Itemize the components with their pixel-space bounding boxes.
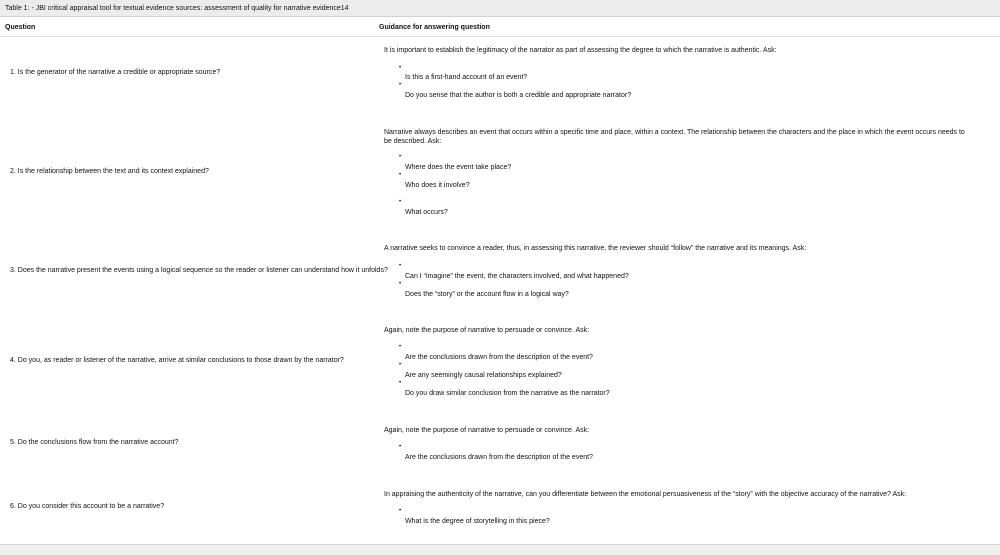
column-header-guidance: Guidance for answering question xyxy=(379,24,490,31)
guidance-item: Are the conclusions drawn from the description of the event? xyxy=(405,454,593,461)
guidance-intro: Again, note the purpose of narrative to persuade or convince. Ask: xyxy=(384,327,590,334)
guidance-intro: Narrative always describes an event that occurs within a specific time and place, within a context. The relationship between the characters and the place in which the event occurs needs to be described. Ask: xyxy=(384,129,965,145)
bullet-icon: • xyxy=(399,154,402,160)
question-cell: 5. Do the conclusions flow from the narrative account? xyxy=(10,439,179,446)
guidance-item: Where does the event take place? xyxy=(405,164,512,171)
bullet-icon: • xyxy=(399,82,402,88)
guidance-item: Who does it involve? xyxy=(405,182,470,189)
header-divider xyxy=(0,36,1000,37)
bullet-icon: • xyxy=(399,65,402,71)
guidance-item: Is this a first-hand account of an event? xyxy=(405,74,528,81)
bullet-icon: • xyxy=(399,380,402,386)
guidance-intro: In appraising the authenticity of the narrative, can you differentiate between the emotional persuasiveness of the “story” with the objective accuracy of the narrative? Ask: xyxy=(384,491,907,498)
guidance-item: Are the conclusions drawn from the description of the event? xyxy=(405,354,593,361)
footer-bar xyxy=(0,544,1000,555)
guidance-item: Do you draw similar conclusion from the narrative as the narrator? xyxy=(405,390,610,397)
question-cell: 1. Is the generator of the narrative a credible or appropriate source? xyxy=(10,69,221,76)
bullet-icon: • xyxy=(399,344,402,350)
bullet-icon: • xyxy=(399,444,402,450)
guidance-item: Do you sense that the author is both a credible and appropriate narrator? xyxy=(405,92,632,99)
guidance-item: Does the “story” or the account flow in a logical way? xyxy=(405,291,569,298)
question-cell: 2. Is the relationship between the text and its context explained? xyxy=(10,168,209,175)
table-caption: Table 1: - JBI critical appraisal tool for textual evidence sources: assessment of quality for narrative evidence14 xyxy=(0,0,1000,17)
bullet-icon: • xyxy=(399,172,402,178)
question-cell: 4. Do you, as reader or listener of the narrative, arrive at similar conclusions to those drawn by the narrator? xyxy=(10,357,344,364)
guidance-intro: Again, note the purpose of narrative to persuade or convince. Ask: xyxy=(384,427,590,434)
bullet-icon: • xyxy=(399,281,402,287)
guidance-intro: It is important to establish the legitimacy of the narrator as part of assessing the degree to which the narrative is authentic. Ask: xyxy=(384,47,777,54)
guidance-item: Are any seemingly causal relationships explained? xyxy=(405,372,562,379)
bullet-icon: • xyxy=(399,508,402,514)
guidance-item: What occurs? xyxy=(405,209,448,216)
bullet-icon: • xyxy=(399,362,402,368)
guidance-item: Can I “imagine” the event, the characters involved, and what happened? xyxy=(405,273,629,280)
question-cell: 6. Do you consider this account to be a narrative? xyxy=(10,503,165,510)
question-cell: 3. Does the narrative present the events using a logical sequence so the reader or listener can understand how it unfolds? xyxy=(10,267,388,274)
guidance-intro: A narrative seeks to convince a reader, thus, in assessing this narrative, the reviewer should “follow” the narrative and its meanings. Ask: xyxy=(384,245,807,252)
guidance-item: What is the degree of storytelling in this piece? xyxy=(405,518,550,525)
column-header-question: Question xyxy=(5,24,36,31)
bullet-icon: • xyxy=(399,263,402,269)
bullet-icon: • xyxy=(399,199,402,205)
